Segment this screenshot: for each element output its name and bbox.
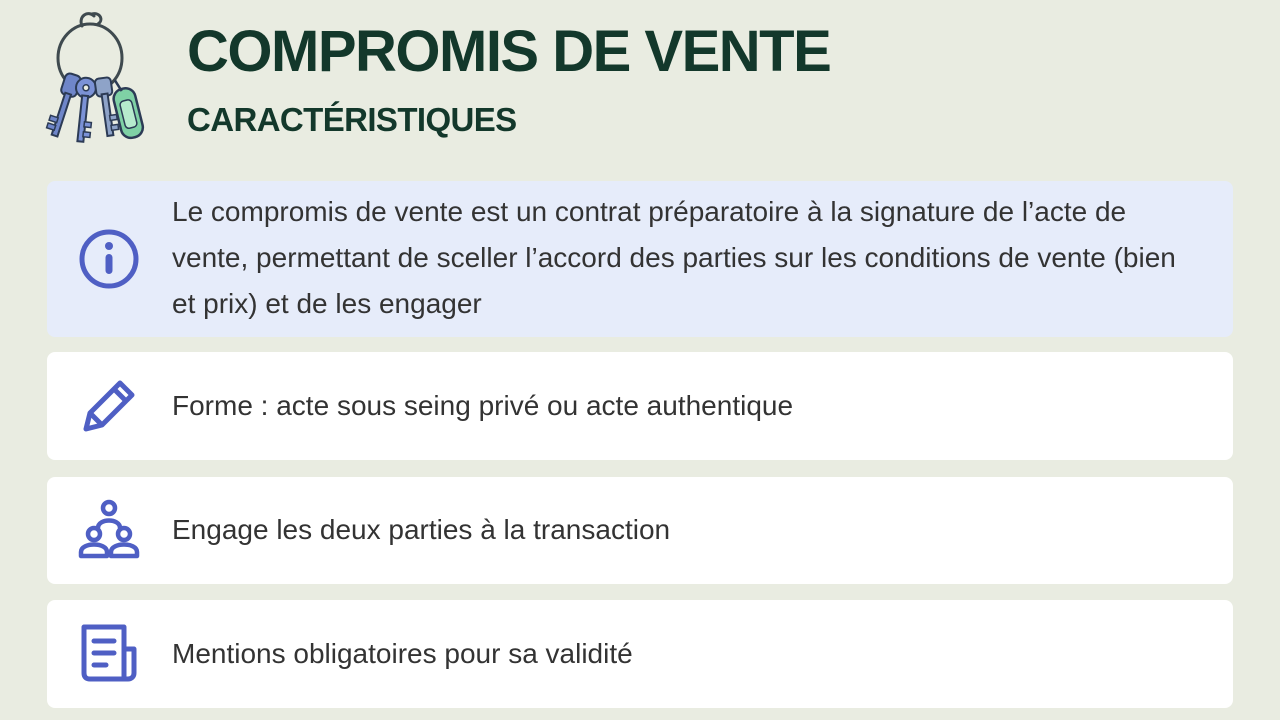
keys-illustration [42, 8, 146, 158]
pencil-icon [75, 372, 143, 440]
form-card [47, 352, 1233, 460]
info-card [47, 181, 1233, 337]
parties-card [47, 477, 1233, 584]
form-card-text: Forme : acte sous seing privé ou acte authentique [172, 390, 794, 421]
people-group-icon [75, 497, 143, 565]
mentions-card-text: Mentions obligatoires pour sa validité [172, 638, 633, 669]
page-subtitle: CARACTÉRISTIQUES [187, 101, 517, 138]
mentions-card [47, 600, 1233, 708]
info-card-text: Le compromis de vente est un contrat préparatoire à la signature de l’acte de vente, permettant de sceller l’accord des parties sur les conditions de vente (bien et prix) et de les engager [172, 196, 1176, 319]
document-icon [75, 620, 143, 688]
info-icon [75, 225, 143, 293]
keys-icon [42, 8, 146, 158]
parties-card-text: Engage les deux parties à la transaction [172, 514, 671, 545]
page-title: COMPROMIS DE VENTE [187, 19, 831, 84]
